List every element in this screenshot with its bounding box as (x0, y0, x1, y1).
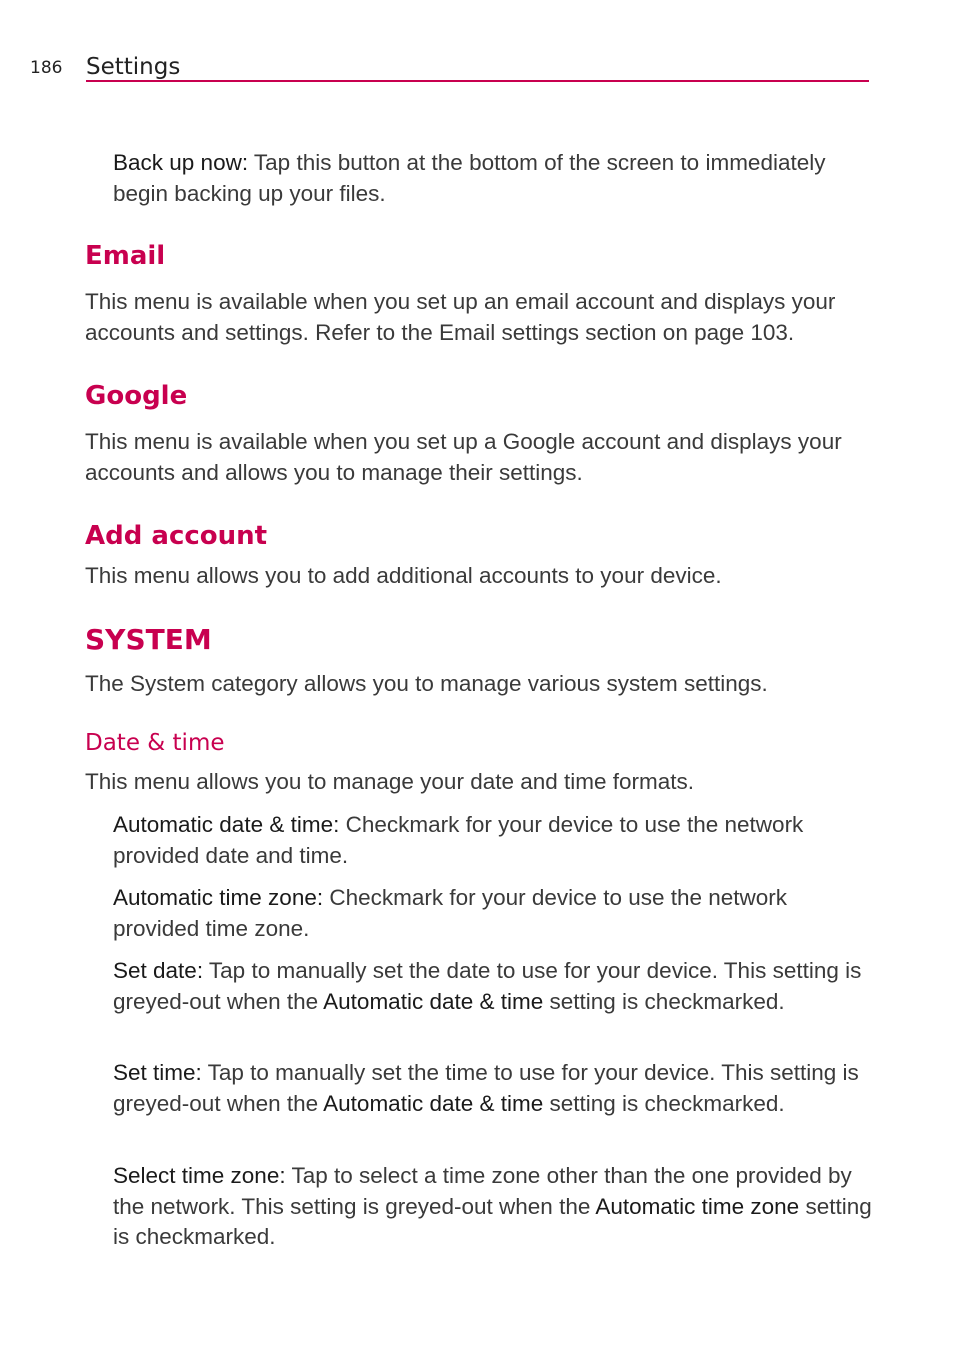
set-date-ref: Automatic date & time (323, 988, 544, 1014)
select-time-zone-ref: Automatic time zone (595, 1193, 800, 1219)
select-time-zone-term: Select time zone: (113, 1163, 286, 1188)
select-time-zone-text-1: Tap to select a time zone other than the one provided by the network. This setting is greyed-out when the (113, 1163, 852, 1219)
add-account-text: This menu allows you to add additional accounts to your device. (85, 563, 722, 588)
set-time-term: Set time: (113, 1060, 202, 1085)
system-text: The System category allows you to manage various system settings. (85, 671, 768, 696)
email-text: This menu is available when you set up an email account and displays your accounts and settings. Refer to the Email settings section on page 103. (85, 289, 836, 345)
select-time-zone-item (113, 1161, 873, 1253)
page-number: 186 (30, 58, 63, 78)
set-date-term: Set date: (113, 958, 204, 983)
date-time-text: This menu allows you to manage your date and time formats. (85, 769, 695, 794)
auto-time-zone-text: Checkmark for your device to use the network provided time zone. (113, 885, 788, 941)
auto-date-time-text: Checkmark for your device to use the network provided date and time. (113, 812, 804, 868)
header-rule (86, 80, 869, 82)
email-heading: Email (85, 241, 166, 271)
auto-date-time-item (113, 810, 873, 871)
set-time-text-2: setting is checkmarked. (543, 1090, 785, 1116)
system-heading: SYSTEM (85, 623, 212, 656)
set-time-item (113, 1058, 873, 1119)
add-account-heading: Add account (85, 521, 268, 551)
date-time-heading: Date & time (85, 730, 225, 756)
set-time-text-1: Tap to manually set the time to use for your device. This setting is greyed-out when the (113, 1060, 859, 1116)
auto-time-zone-term: Automatic time zone: (113, 885, 324, 910)
set-date-text-1: Tap to manually set the date to use for your device. This setting is greyed-out when the (113, 958, 862, 1014)
auto-date-time-term: Automatic date & time: (113, 812, 340, 837)
auto-time-zone-item (113, 883, 873, 944)
select-time-zone-text-2: setting is checkmarked. (113, 1193, 872, 1249)
backup-now-paragraph (113, 148, 873, 209)
set-time-ref: Automatic date & time (323, 1090, 544, 1116)
set-date-text-2: setting is checkmarked. (543, 988, 785, 1014)
backup-now-text: Tap this button at the bottom of the screen to immediately begin backing up your files. (113, 150, 826, 206)
backup-now-term: Back up now: (113, 150, 249, 175)
set-date-item (113, 956, 873, 1017)
google-heading: Google (85, 381, 188, 411)
google-text: This menu is available when you set up a Google account and displays your accounts and allows you to manage their settings. (85, 429, 842, 485)
running-header: Settings (86, 54, 181, 80)
